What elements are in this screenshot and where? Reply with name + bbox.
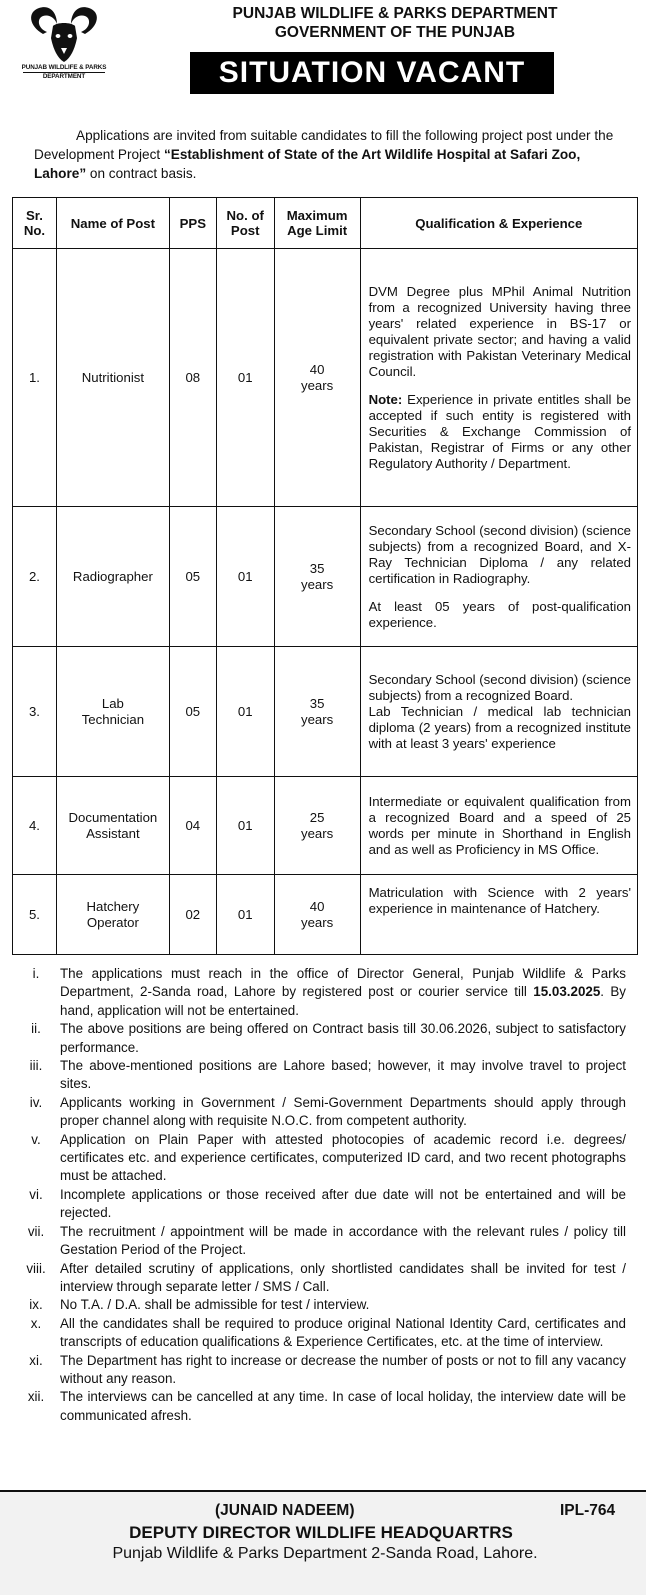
department-logo: [8, 4, 120, 92]
cell-post-name: Documentation Assistant: [56, 777, 169, 875]
cell-age-limit: 25 years: [274, 777, 360, 875]
department-address: Punjab Wildlife & Parks Department 2-Sanda Road, Lahore.: [112, 1545, 538, 1562]
cell-post-name: Lab Technician: [56, 647, 169, 777]
cell-age-limit: 35 years: [274, 507, 360, 647]
footer-top-rule: [0, 1490, 646, 1492]
cell-sr: 1.: [13, 249, 57, 507]
cell-age-limit: 40 years: [274, 249, 360, 507]
col-header-qualification: Qualification & Experience: [360, 198, 637, 249]
intro-tail: on contract basis.: [86, 166, 197, 181]
cell-qualification: [360, 875, 637, 955]
posts-table: [12, 197, 638, 955]
col-header-name: Name of Post: [56, 198, 169, 249]
ipl-reference: IPL-764: [560, 1502, 616, 1519]
logo-text-line1: PUNJAB WILDLIFE & PARKS: [21, 64, 107, 71]
cell-qualification: [360, 507, 637, 647]
list-item: xii. The interviews can be cancelled at any time. In case of local holiday, the interview date will be communicated afresh.: [16, 1388, 626, 1425]
cell-pps: 05: [169, 647, 216, 777]
cell-post-count: 01: [216, 647, 274, 777]
department-name: PUNJAB WILDLIFE & PARKS DEPARTMENT: [232, 5, 558, 22]
signatory-name: (JUNAID NADEEM): [215, 1502, 355, 1519]
qualification-text: Matriculation with Science with 2 years' experience in maintenance of Hatchery.: [368, 885, 631, 916]
qualification-text: Secondary School (second division) (science subjects) from a recognized Board.: [368, 671, 631, 703]
list-item: viii. After detailed scrutiny of applications, only shortlisted candidates shall be invited for test / interview through separate letter / SMS / Call.: [16, 1260, 626, 1297]
item-number: iii.: [29, 1058, 43, 1074]
cell-post-count: 01: [216, 777, 274, 875]
cell-sr: 3.: [13, 647, 57, 777]
item-number: x.: [30, 1315, 42, 1331]
signatory-title: DEPUTY DIRECTOR WILDLIFE HEADQUARTRS: [129, 1523, 513, 1542]
list-item: vii. The recruitment / appointment will be made in accordance with the relevant rules / policy till Gestation Period of the Project.: [16, 1223, 626, 1260]
cell-post-count: 01: [216, 249, 274, 507]
logo-text-line2: DEPARTMENT: [42, 73, 86, 80]
table-header-row: [13, 198, 638, 249]
cell-post-name: Radiographer: [56, 507, 169, 647]
col-header-pps: PPS: [169, 198, 216, 249]
cell-age-limit: 35 years: [274, 647, 360, 777]
project-name: “Establishment of State of the Art Wildlife Hospital at Safari Zoo, Lahore”: [34, 147, 581, 181]
list-item: ix. No T.A. / D.A. shall be admissible for test / interview.: [16, 1296, 626, 1314]
cell-post-count: 01: [216, 507, 274, 647]
cell-post-name: Hatchery Operator: [56, 875, 169, 955]
item-number: vi.: [29, 1186, 43, 1202]
table-row: [13, 647, 638, 777]
cell-pps: 02: [169, 875, 216, 955]
table-row: [13, 249, 638, 507]
cell-sr: 4.: [13, 777, 57, 875]
cell-qualification: [360, 647, 637, 777]
list-item: x. All the candidates shall be required to produce original National Identity Card, certificates and transcripts of education qualifications & Experience Certificates, etc. at the time of interview.: [16, 1315, 626, 1352]
terms-list: [16, 965, 626, 1425]
item-number: xii.: [27, 1389, 45, 1405]
col-header-sr: Sr. No.: [13, 198, 57, 249]
col-header-count: No. of Post: [216, 198, 274, 249]
intro-paragraph: [34, 126, 614, 183]
intro-lead: Applications are invited from suitable candidates to fill the following project post under the Development Project: [34, 128, 614, 162]
qualification-text: DVM Degree plus MPhil Animal Nutrition from a recognized University having three years' related experience in BS-17 or equivalent private sector; and having a valid registration with Pakistan Veterinary Medical Council.: [368, 283, 631, 379]
list-item: vi. Incomplete applications or those received after due date will not be entertained and will be rejected.: [16, 1186, 626, 1223]
item-number: iv.: [29, 1094, 43, 1110]
qualification-text: Intermediate or equivalent qualification from a recognized Board and a speed of 25 words per minute in Shorthand in English and as well as Proficiency in MS Office.: [368, 793, 631, 857]
item-number: ix.: [29, 1297, 43, 1313]
situation-vacant-banner: SITUATION VACANT: [190, 52, 554, 94]
cell-pps: 04: [169, 777, 216, 875]
cell-pps: 08: [169, 249, 216, 507]
item-number: ii.: [31, 1021, 41, 1037]
table-row: [13, 507, 638, 647]
list-item: iii. The above-mentioned positions are Lahore based; however, it may involve travel to project sites.: [16, 1057, 626, 1094]
government-name: GOVERNMENT OF THE PUNJAB: [274, 24, 516, 41]
deadline-date: 15.03.2025: [533, 984, 601, 1000]
list-item: xi. The Department has right to increase or decrease the number of posts or not to fill any vacancy without any reason.: [16, 1352, 626, 1389]
cell-post-count: 01: [216, 875, 274, 955]
item-number: xi.: [29, 1352, 43, 1368]
qualification-note: Experience in private entitles shall be accepted if such entity is registered with Securities & Exchange Commission of Pakistan, Registrar of Firms or any other Regulatory Authority / Department.: [368, 391, 631, 471]
list-item: ii. The above positions are being offered on Contract basis till 30.06.2026, subject to satisfactory performance.: [16, 1020, 626, 1057]
qualification-diploma: Lab Technician / medical lab technician diploma (2 years) from a recognized institute with at least 3 years' experience: [368, 703, 631, 751]
item-number: i.: [32, 966, 40, 981]
item-number: vii.: [27, 1223, 45, 1239]
list-item: v. Application on Plain Paper with attested photocopies of academic record i.e. degrees/ certificates etc. and experience certificates, computerized ID card, and two recent photographs must be attached.: [16, 1131, 626, 1186]
qualification-experience: At least 05 years of post-qualification experience.: [368, 598, 631, 630]
cell-age-limit: 40 years: [274, 875, 360, 955]
cell-sr: 2.: [13, 507, 57, 647]
markhor-emblem-icon: [21, 4, 107, 66]
cell-qualification: [360, 777, 637, 875]
qualification-text: Secondary School (second division) (science subjects) from a recognized Board, and X-Ray Technician Diploma / any related certification in Radiography.: [368, 522, 631, 586]
cell-sr: 5.: [13, 875, 57, 955]
item-number: v.: [31, 1131, 41, 1147]
cell-post-name: Nutritionist: [56, 249, 169, 507]
note-label: Note:: [368, 391, 403, 407]
cell-qualification: [360, 249, 637, 507]
col-header-age: Maximum Age Limit: [274, 198, 360, 249]
table-row: [13, 875, 638, 955]
table-row: [13, 777, 638, 875]
list-item: iv. Applicants working in Government / Semi-Government Departments should apply through proper channel along with requisite N.O.C. from competent authority.: [16, 1094, 626, 1131]
cell-pps: 05: [169, 507, 216, 647]
item-number: viii.: [26, 1260, 46, 1276]
list-item: i. The applications must reach in the office of Director General, Punjab Wildlife & Parks Department, 2-Sanda road, Lahore by registered post or courier service till 15.03.2025. By hand, application will not be entertained.: [16, 965, 626, 1020]
